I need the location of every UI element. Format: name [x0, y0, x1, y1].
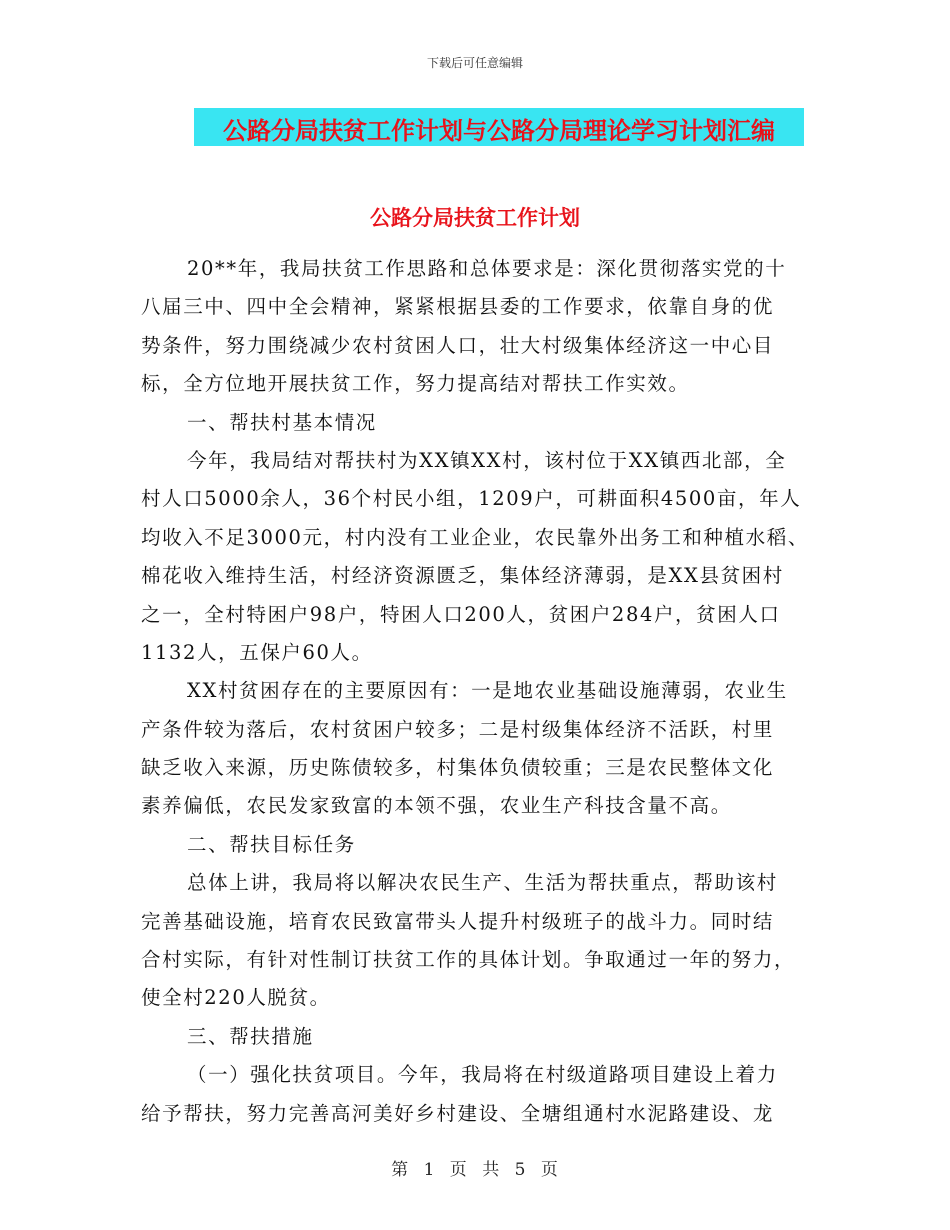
text-line: 素养偏低，农民发家致富的本领不强，农业生产科技含量不高。 — [141, 794, 732, 818]
text-line: 使全村220人脱贫。 — [141, 986, 331, 1010]
text-line: 二、帮扶目标任务 — [187, 832, 356, 856]
footer-page-unit: 页 — [449, 1160, 468, 1180]
text-line: 村人口5000余人，36个村民小组，1209户，可耕面积4500亩，年人 — [141, 487, 802, 511]
footer-total-unit: 页 — [540, 1160, 559, 1180]
text-line: （一）强化扶贫项目。今年，我局将在村级道路项目建设上着力 — [187, 1063, 778, 1087]
text-line: 产条件较为落后，农村贫困户较多；二是村级集体经济不活跃，村里 — [141, 717, 775, 741]
text-line: 今年，我局结对帮扶村为XX镇XX村，该村位于XX镇西北部，全 — [187, 448, 787, 472]
text-line: 均收入不足3000元，村内没有工业企业，农民靠外出务工和种植水稻、 — [141, 525, 809, 549]
section-title: 公路分局扶贫工作计划 — [370, 206, 580, 230]
text-line: 1132人，五保户60人。 — [141, 640, 373, 664]
footer-total-pages: 5 — [514, 1160, 527, 1180]
page-footer — [0, 1155, 950, 1180]
text-line: 棉花收入维持生活，村经济资源匮乏，集体经济薄弱，是XX县贫困村 — [141, 564, 784, 588]
body-text — [141, 250, 811, 1133]
text-line: 给予帮扶，努力完善高河美好乡村建设、全塘组通村水泥路建设、龙 — [141, 1101, 775, 1125]
text-line: 完善基础设施，培育农民致富带头人提升村级班子的战斗力。同时结 — [141, 909, 775, 933]
text-line: 势条件，努力围绕减少农村贫困人口，壮大村级集体经济这一中心目 — [141, 333, 775, 357]
footer-page-word: 第 — [391, 1160, 410, 1180]
text-line: 总体上讲，我局将以解决农民生产、生活为帮扶重点，帮助该村 — [187, 871, 778, 895]
footer-current-page: 1 — [423, 1160, 436, 1180]
text-line: 合村实际，有针对性制订扶贫工作的具体计划。争取通过一年的努力， — [141, 948, 796, 972]
text-line: 标，全方位地开展扶贫工作，努力提高结对帮扶工作实效。 — [141, 372, 690, 396]
text-line: 三、帮扶措施 — [187, 1024, 314, 1048]
text-line: XX村贫困存在的主要原因有：一是地农业基础设施薄弱，农业生 — [187, 679, 788, 703]
page-header: 下载后可任意编辑 — [426, 56, 523, 70]
text-line: 20**年，我局扶贫工作思路和总体要求是：深化贯彻落实党的十 — [187, 257, 787, 280]
text-line: 八届三中、四中全会精神，紧紧根据县委的工作要求，依靠自身的优 — [141, 295, 775, 319]
footer-total-word: 共 — [482, 1160, 501, 1180]
text-line: 一、帮扶村基本情况 — [187, 410, 377, 434]
document-title: 公路分局扶贫工作计划与公路分局理论学习计划汇编 — [223, 117, 775, 145]
text-line: 之一，全村特困户98户，特困人口200人，贫困户284户，贫困人口 — [141, 602, 781, 626]
text-line: 缺乏收入来源，历史陈债较多，村集体负债较重；三是农民整体文化 — [141, 756, 775, 780]
